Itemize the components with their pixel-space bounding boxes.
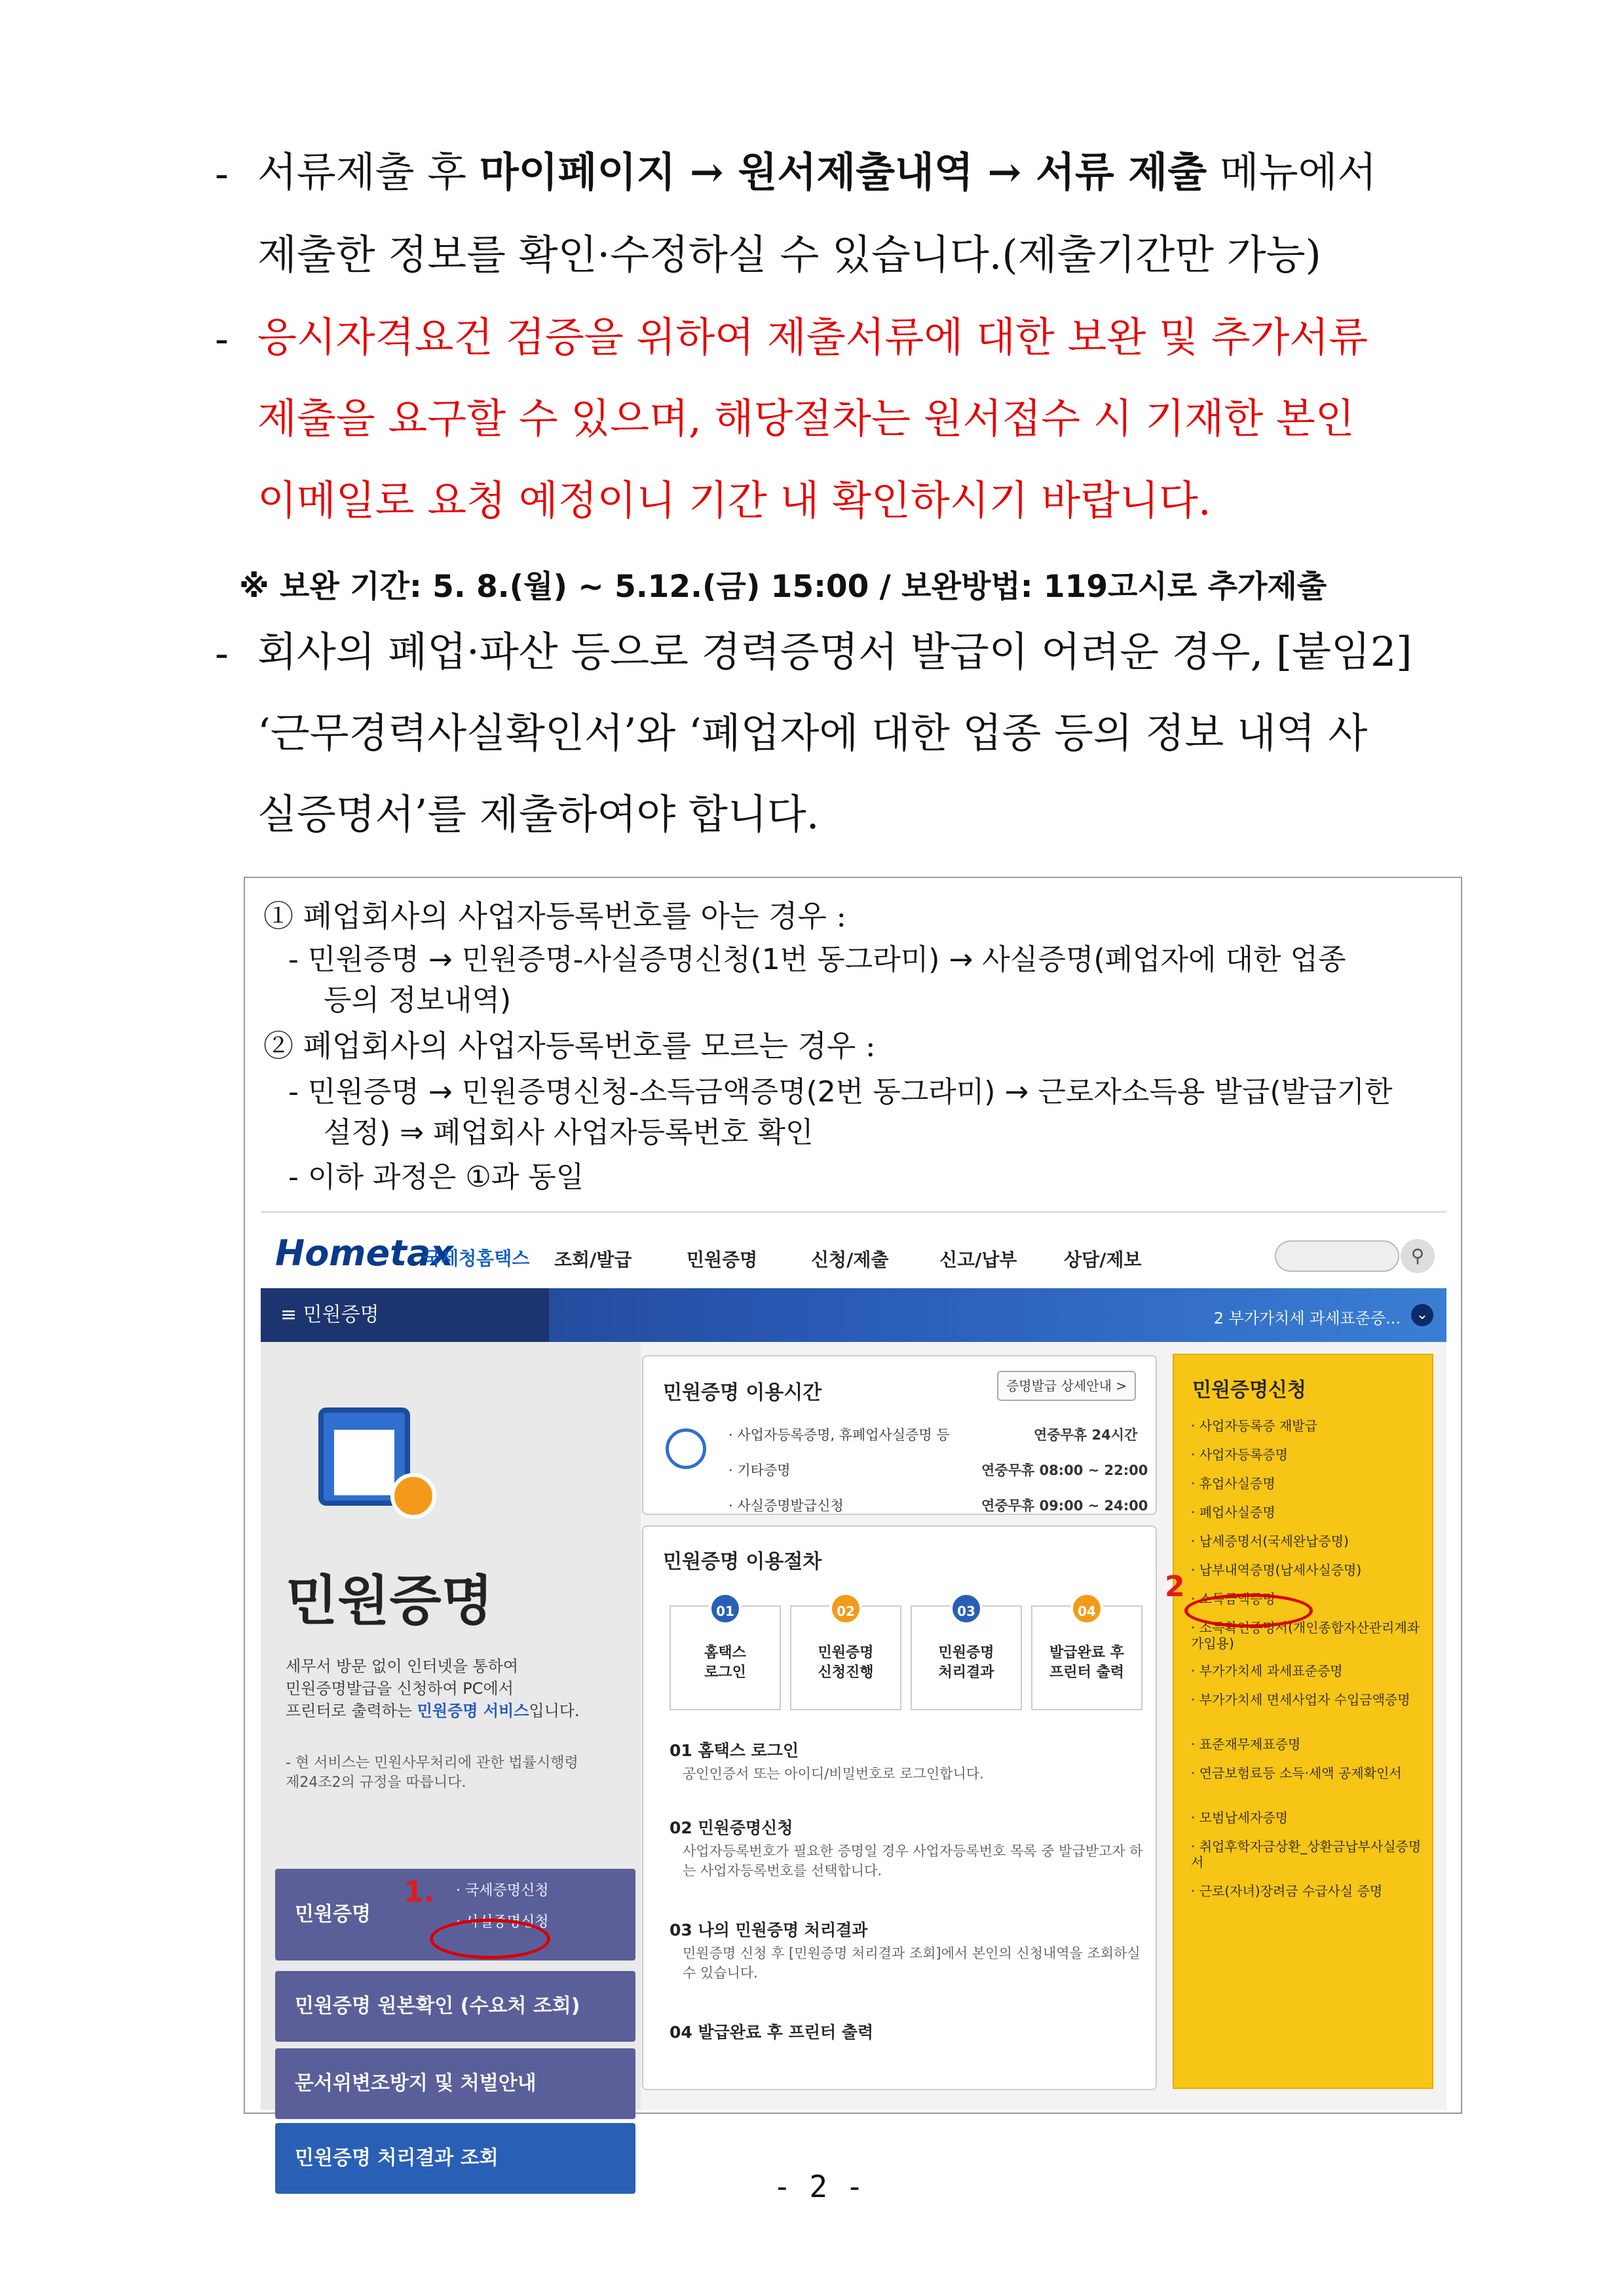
step-3-l2: 처리결과 — [938, 1664, 994, 1681]
section-2-desc: 사업자등록번호가 필요한 증명일 경우 사업자등록번호 목록 중 발급받고자 하는 사업자등록번호를 선택합니다. — [683, 1843, 1143, 1879]
section-4-title: 04 발급완료 후 프린터 출력 — [670, 2023, 874, 2042]
page-number: - 2 - — [773, 2169, 864, 2204]
step-3-l1: 민원증명 — [938, 1645, 994, 1661]
civil-note — [286, 1753, 613, 1793]
note-text: ※ 보완 기간: 5. 8.(월) ~ 5.12.(금) 15:00 / 보완방법: 119고시로 추가제출 — [239, 569, 1327, 605]
box-item1-title: ① 폐업회사의 사업자등록번호를 아는 경우 : — [263, 898, 847, 934]
menu-dropdown[interactable]: ≡ 민원증명 — [261, 1288, 549, 1342]
bullet-3: - — [215, 629, 229, 677]
para3-line3: 실증명서’를 제출하여야 합니다. — [257, 790, 820, 838]
right-item-12[interactable]: · 연금보험료등 소득·세액 공제확인서 — [1191, 1765, 1402, 1781]
hours-value-2: 연중무휴 08:00 ~ 22:00 — [981, 1463, 1148, 1478]
step-4-num: 04 — [1070, 1592, 1103, 1625]
btn-original-check[interactable]: 민원증명 원본확인 (수요처 조회) — [275, 1971, 635, 2042]
bullet-2: - — [215, 315, 229, 362]
note-line1: - 현 서비스는 민원사무처리에 관한 법률시행령 — [286, 1755, 578, 1771]
nav-report[interactable]: 신고/납부 — [939, 1249, 1017, 1271]
chevron-down-icon[interactable]: ⌄ — [1411, 1304, 1433, 1326]
right-item-1[interactable]: · 사업자등록증 재발급 — [1191, 1418, 1317, 1434]
desc-line3-a: 프린터로 출력하는 — [286, 1702, 417, 1720]
marker-2: 2 — [1165, 1570, 1185, 1603]
step-4-label — [1032, 1643, 1141, 1683]
hometax-logo-sub: 국세청홈택스 — [423, 1248, 530, 1269]
step-1-num: 01 — [709, 1592, 742, 1625]
step-4-l2: 프린터 출력 — [1049, 1664, 1124, 1681]
section-2-title: 02 민원증명신청 — [670, 1818, 793, 1837]
box-item1-line2: 등의 정보내역) — [324, 984, 512, 1017]
right-item-5[interactable]: · 납세증명서(국세완납증명) — [1191, 1533, 1349, 1549]
desc-line3 — [286, 1700, 613, 1722]
step-3 — [911, 1605, 1022, 1710]
right-item-2[interactable]: · 사업자등록증명 — [1191, 1447, 1288, 1463]
step-1-l2: 로그인 — [704, 1664, 746, 1681]
right-item-6[interactable]: · 납부내역증명(납세사실증명) — [1191, 1562, 1362, 1578]
hours-label-1: · 사업자등록증명, 휴폐업사실증명 등 — [728, 1427, 950, 1443]
step-1-l1: 홈택스 — [704, 1645, 746, 1661]
para1-line1-c: 메뉴에서 — [1207, 148, 1377, 196]
hours-value-1: 연중무휴 24시간 — [1034, 1427, 1138, 1443]
section-3-desc: 민원증명 신청 후 [민원증명 처리결과 조회]에서 본인의 신청내역을 조회하실 수 있습니다. — [683, 1945, 1141, 1981]
desc-line2: 민원증명발급을 신청하여 PC에서 — [286, 1679, 514, 1698]
circle-marker-2 — [1184, 1594, 1313, 1628]
hours-card — [642, 1355, 1157, 1515]
note-line2: 제24조2의 규정을 따릅니다. — [286, 1774, 466, 1791]
para1-line1-b: 마이페이지 → 원서제출내역 → 서류 제출 — [479, 148, 1207, 196]
step-2-num: 02 — [829, 1592, 862, 1625]
step-1 — [670, 1605, 781, 1710]
btn-forgery-guide[interactable]: 문서위변조방지 및 처벌안내 — [275, 2048, 635, 2119]
step-4 — [1031, 1605, 1142, 1710]
step-2-l2: 신청진행 — [818, 1664, 874, 1681]
civil-desc — [286, 1655, 613, 1722]
circle-marker-1 — [430, 1919, 550, 1959]
box-item2-line1: - 민원증명 → 민원증명신청-소득금액증명(2번 동그라미) → 근로자소득용 발급(발급기한 — [288, 1075, 1393, 1109]
para3-line1: 회사의 폐업·파산 등으로 경력증명서 발급이 어려운 경우, [붙임2] — [257, 628, 1412, 676]
search-input[interactable] — [1275, 1240, 1399, 1272]
step-2-l1: 민원증명 — [818, 1645, 874, 1661]
btn-result-inquiry[interactable]: 민원증명 처리결과 조회 — [275, 2123, 635, 2194]
right-item-9[interactable]: · 부가가치세 과세표준증명 — [1191, 1663, 1343, 1679]
para2-line3: 이메일로 요청 예정이니 기간 내 확인하시기 바랍니다. — [257, 476, 1211, 524]
search-icon[interactable]: ⚲ — [1401, 1239, 1435, 1273]
step-4-l1: 발급완료 후 — [1049, 1645, 1124, 1661]
step-2 — [790, 1605, 901, 1710]
hometax-header — [261, 1211, 1446, 1288]
step-1-label — [671, 1643, 780, 1683]
nav-apply[interactable]: 신청/제출 — [811, 1249, 889, 1271]
section-1-desc: 공인인증서 또는 아이디/비밀번호로 로그인합니다. — [683, 1766, 984, 1782]
para1-line2: 제출한 정보를 확인·수정하실 수 있습니다.(제출기간만 가능) — [257, 231, 1321, 278]
user-badge-icon — [390, 1473, 436, 1519]
nav-inquiry[interactable]: 조회/발급 — [554, 1249, 632, 1271]
hours-label-2: · 기타증명 — [728, 1463, 791, 1478]
right-panel-title: 민원증명신청 — [1192, 1379, 1306, 1402]
box-item2-line2: 설정) ⇒ 폐업회사 사업자등록번호 확인 — [324, 1116, 814, 1149]
hometax-logo[interactable]: Hometax — [275, 1233, 454, 1274]
step-3-num: 03 — [950, 1592, 983, 1625]
right-panel — [1173, 1354, 1433, 2089]
box-item3: - 이하 과정은 ①과 동일 — [288, 1160, 584, 1194]
section-3-title: 03 나의 민원증명 처리결과 — [670, 1921, 868, 1940]
right-item-8[interactable]: · 소득확인증명서(개인종합자산관리계좌 가입용) — [1191, 1620, 1420, 1651]
right-item-11[interactable]: · 표준재무제표증명 — [1191, 1736, 1301, 1752]
guide-button[interactable]: 증명발급 상세안내 > — [997, 1371, 1136, 1401]
hometax-screenshot — [261, 1211, 1446, 2170]
right-item-10[interactable]: · 부가가치세 면세사업자 수입금액증명 — [1191, 1692, 1410, 1708]
hours-title: 민원증명 이용시간 — [663, 1381, 822, 1404]
box-item1-line1: - 민원증명 → 민원증명-사실증명신청(1번 동그라미) → 사실증명(폐업자에 대한 업종 — [288, 943, 1346, 976]
hours-label-3: · 사실증명발급신청 — [728, 1498, 844, 1514]
right-item-15[interactable]: · 근로(자녀)장려금 수급사실 증명 — [1191, 1883, 1383, 1899]
hours-value-3: 연중무휴 09:00 ~ 24:00 — [981, 1498, 1148, 1514]
nav-consult[interactable]: 상담/제보 — [1064, 1249, 1142, 1271]
para1-line1 — [257, 148, 1377, 196]
menu-bar — [261, 1288, 1446, 1342]
procedure-card — [642, 1525, 1157, 2090]
sub-item-fact-cert[interactable]: · 사실증명신청 — [456, 1914, 549, 1930]
para3-line2: ‘근무경력사실확인서’와 ‘폐업자에 대한 업종 등의 정보 내역 사 — [257, 709, 1368, 757]
desc-line3-c: 입니다. — [529, 1702, 580, 1720]
step-2-label — [791, 1643, 900, 1683]
right-item-14[interactable]: · 취업후학자금상환_상환금납부사실증명서 — [1191, 1839, 1422, 1870]
marker-1: 1. — [404, 1875, 435, 1909]
right-item-7[interactable]: · 소득금액증명 — [1191, 1591, 1275, 1607]
para2-line1: 응시자격요건 검증을 위하여 제출서류에 대한 보완 및 추가서류 — [257, 313, 1369, 361]
desc-line3-b: 민원증명 서비스 — [417, 1702, 529, 1720]
right-item-13[interactable]: · 모범납세자증명 — [1191, 1810, 1288, 1826]
section-1-title: 01 홈택스 로그인 — [670, 1741, 799, 1760]
left-panel — [261, 1342, 641, 2170]
para1-line1-a: 서류제출 후 — [257, 148, 480, 196]
box-item2-title: ② 폐업회사의 사업자등록번호를 모르는 경우 : — [263, 1028, 876, 1063]
sub-item-tax-cert[interactable]: · 국세증명신청 — [456, 1883, 549, 1899]
btn-civil-cert-label: 민원증명 — [295, 1903, 371, 1926]
bullet-1: - — [215, 149, 229, 197]
step-3-label — [912, 1643, 1021, 1683]
civil-title: 민원증명 — [286, 1570, 493, 1632]
right-item-4[interactable]: · 폐업사실증명 — [1191, 1504, 1275, 1520]
procedure-title: 민원증명 이용절차 — [663, 1550, 822, 1573]
nav-civil[interactable]: 민원증명 — [687, 1249, 758, 1271]
desc-line1: 세무서 방문 없이 인터넷을 통하여 — [286, 1657, 519, 1675]
menu-ticker[interactable]: 2 부가가치세 과세표준증... — [1213, 1309, 1401, 1328]
right-item-3[interactable]: · 휴업사실증명 — [1191, 1476, 1275, 1491]
para2-line2: 제출을 요구할 수 있으며, 해당절차는 원서접수 시 기재한 본인 — [257, 394, 1355, 442]
clock-icon — [666, 1428, 706, 1469]
